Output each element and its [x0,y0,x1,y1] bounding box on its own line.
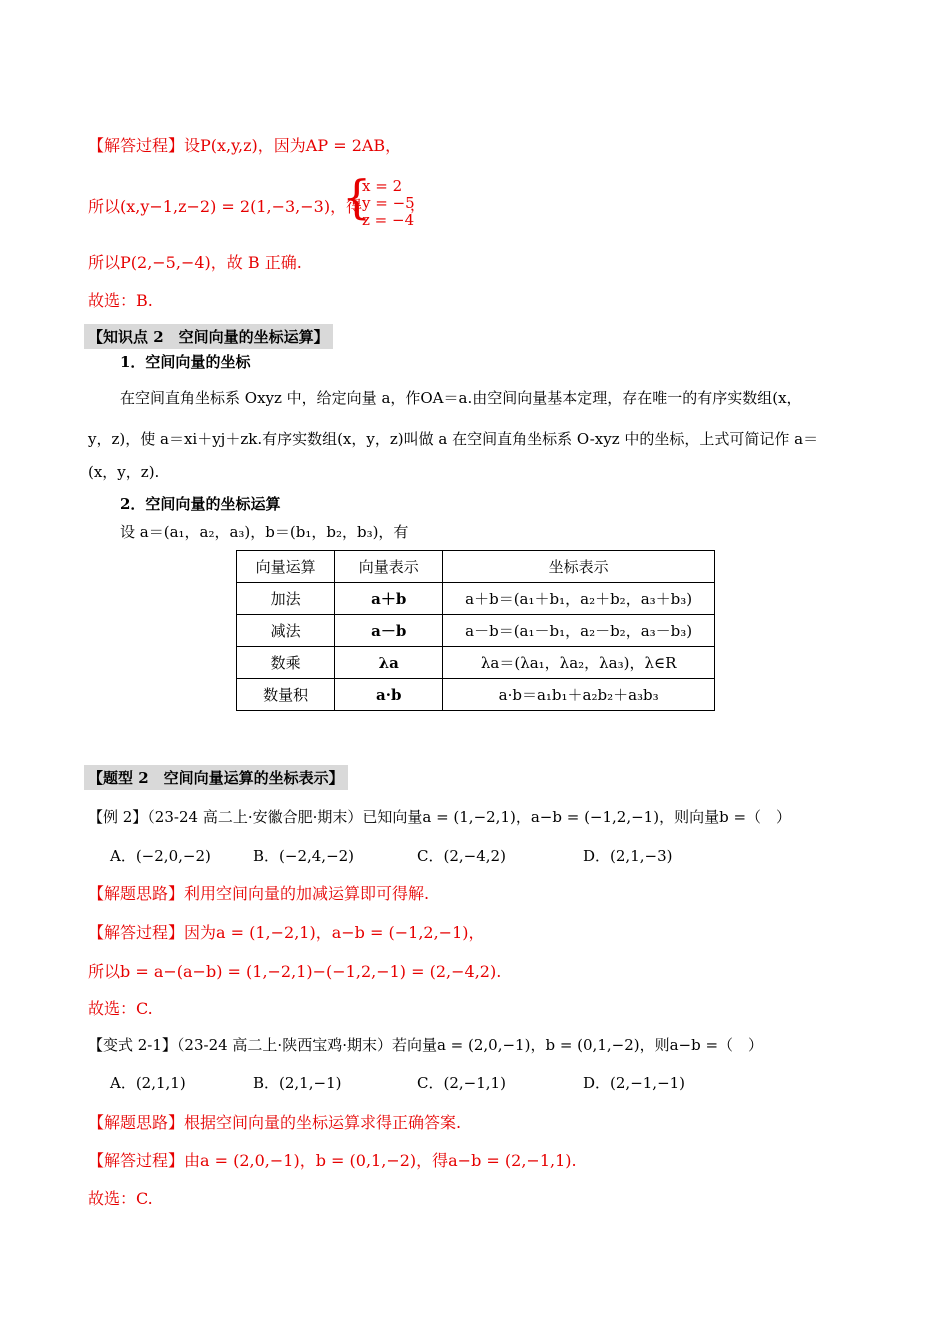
solution-process-line: 【解答过程】设P(x,y,z)，因为AP = 2AB， [88,136,402,155]
table-cell: a·b [335,679,443,711]
subsection-title-1: 1．空间向量的坐标 [120,353,251,371]
table-cell: 加法 [237,583,335,615]
paragraph-line-2: y，z)，使 a＝xi＋yj＋zk.有序实数组(x，y，z)叫做 a 在空间直角坐标系 O-xyz 中的坐标，上式可简记作 a＝ [88,430,819,448]
solution-answer-line: 故选：B. [88,291,153,310]
knowledge-heading: 【知识点 2 空间向量的坐标运算】 [84,324,333,349]
table-row [237,679,715,711]
type-heading: 【题型 2 空间向量运算的坐标表示】 [84,765,348,790]
example-answer: 故选：C. [88,999,153,1018]
example-idea: 【解题思路】利用空间向量的加减运算即可得解. [88,884,430,903]
let-line: 设 a＝(a₁，a₂，a₃)，b＝(b₁，b₂，b₃)，有 [120,523,409,541]
paragraph-line-1: 在空间直角坐标系 Oxyz 中，给定向量 a，作OA＝a.由空间向量基本定理，存在唯一的有序实数组(x， [120,389,802,407]
left-brace-icon: { [342,170,372,224]
example-process-1: 【解答过程】因为a = (1,−2,1)，a−b = (−1,2,−1)， [88,923,485,942]
table-row [237,615,715,647]
variant-question: 【变式 2-1】（23-24 高二上·陕西宝鸡·期末）若向量a = (2,0,−1)，b = (0,1,−2)，则a−b =（ ） [88,1036,764,1054]
table-cell: 数量积 [237,679,335,711]
paragraph-line-3: (x，y，z). [88,463,160,481]
coordinate-operations-table [236,550,715,711]
table-row [237,583,715,615]
table-cell: a·b＝a₁b₁＋a₂b₂＋a₃b₃ [443,679,715,711]
variant-idea: 【解题思路】根据空间向量的坐标运算求得正确答案. [88,1113,462,1132]
table-cell: λa [335,647,443,679]
solution-result-line: 所以P(2,−5,−4)，故 B 正确. [88,253,302,272]
table-cell: λa＝(λa₁，λa₂，λa₃)，λ∈R [443,647,715,679]
subsection-title-2: 2．空间向量的坐标运算 [120,495,281,513]
table-header: 坐标表示 [443,551,715,583]
system-eq-x: x = 2 [362,177,403,195]
variant-answer: 故选：C. [88,1189,153,1208]
option-b: B．(−2,4,−2) [253,847,355,865]
option-b: B．(2,1,−1) [253,1074,342,1092]
system-eq-z: z = −4 [362,211,415,229]
table-cell: 减法 [237,615,335,647]
example-process-2: 所以b = a−(a−b) = (1,−2,1)−(−1,2,−1) = (2,−4,2). [88,962,502,981]
option-a: A．(−2,0,−2) [110,847,211,865]
option-c: C．(2,−1,1) [417,1074,506,1092]
variant-process: 【解答过程】由a = (2,0,−1)，b = (0,1,−2)，得a−b = (2,−1,1). [88,1151,577,1170]
table-cell: a－b [335,615,443,647]
option-a: A．(2,1,1) [110,1074,186,1092]
table-cell: 数乘 [237,647,335,679]
table-row [237,647,715,679]
system-eq-y: y = −5 [362,194,415,212]
table-cell: a＋b [335,583,443,615]
table-header: 向量表示 [335,551,443,583]
table-header-row [237,551,715,583]
option-c: C．(2,−4,2) [417,847,506,865]
table-header: 向量运算 [237,551,335,583]
solution-so-line: 所以(x,y−1,z−2) = 2(1,−3,−3)，得 [88,197,363,216]
table-cell: a＋b＝(a₁＋b₁，a₂＋b₂，a₃＋b₃) [443,583,715,615]
example-question: 【例 2】（23-24 高二上·安徽合肥·期末）已知向量a = (1,−2,1)，a−b = (−1,2,−1)，则向量b =（ ） [88,808,792,826]
table-cell: a－b＝(a₁－b₁，a₂－b₂，a₃－b₃) [443,615,715,647]
system-suffix: ， [410,196,426,214]
option-d: D．(2,1,−3) [583,847,673,865]
option-d: D．(2,−1,−1) [583,1074,686,1092]
equation-system [342,170,426,229]
